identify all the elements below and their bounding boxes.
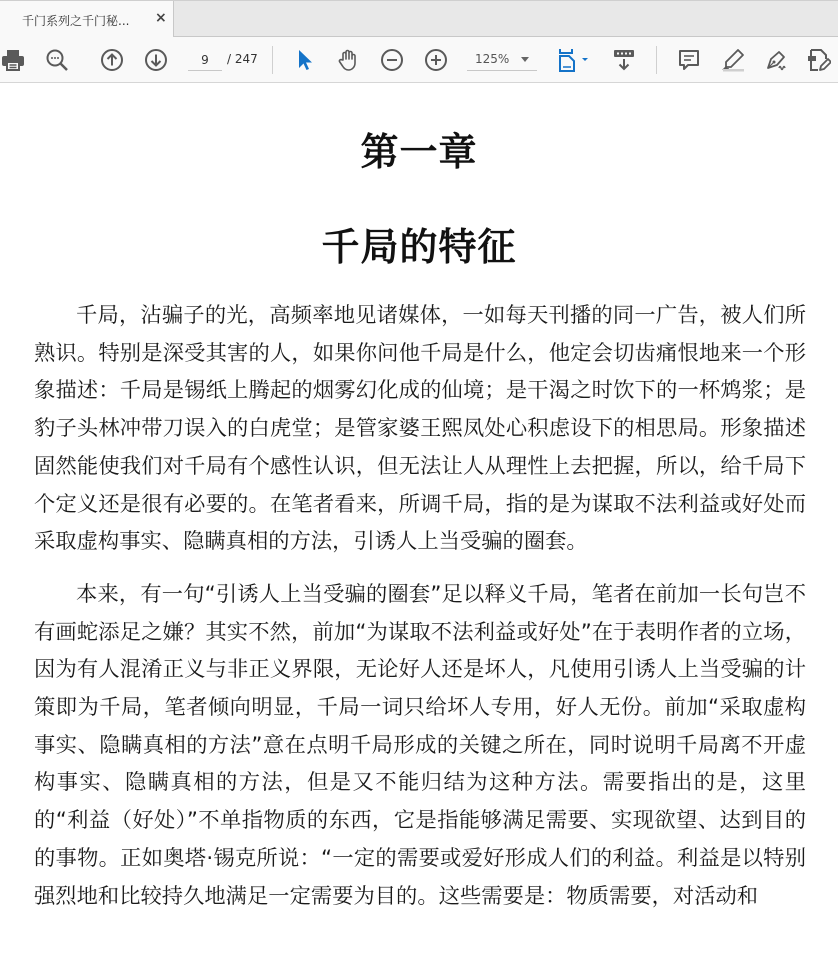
scroll-mode-icon [612,48,636,72]
chapter-title: 千局的特征 [321,225,517,269]
tab-bar [0,0,838,37]
highlight-button[interactable] [720,47,746,73]
marquee-zoom-button[interactable] [44,47,70,73]
zoom-level-value: 125% [475,52,510,66]
document-tab[interactable] [0,2,173,38]
comment-button[interactable] [676,47,702,73]
scrolling-mode-button[interactable] [611,47,637,73]
fit-page-icon [556,48,588,72]
zoom-out-button[interactable] [379,47,405,73]
toolbar-divider [272,46,273,74]
document-page [0,84,838,979]
tab-bar-empty-area [173,1,838,37]
chapter-heading: 第一章 [360,130,478,174]
zoom-level-dropdown[interactable] [467,49,537,71]
previous-page-button[interactable] [99,47,125,73]
zoom-search-icon [45,48,69,72]
fill-sign-button[interactable] [806,47,832,73]
fit-page-button[interactable] [554,47,590,73]
plus-circle-icon [424,48,448,72]
page-number-input[interactable] [188,49,222,71]
select-tool-button[interactable] [292,47,318,73]
sign-button[interactable] [763,47,789,73]
sign-pen-icon [764,48,788,72]
minus-circle-icon [380,48,404,72]
arrow-up-circle-icon [100,48,124,72]
paragraph: 本来，有一句“引诱人上当受骗的圈套”足以释义千局，笔者在前加一长句岂不有画蛇添足之嫌？其实不然，前加“为谋取不法利益或好处”在于表明作者的立场，因为有人混淆正义与非正义界限，无论好人还是坏人，凡使用引诱人上当受骗的计策即为千局，笔者倾向明显，千局一词只给坏人专用，好人无份。前加“采取虚构事实、隐瞒真相的方法”意在点明千局形成的关键之所在，同时说明千局离不开虚构事实、隐瞒真相的方法，但是又不能归结为这种方法。需要指出的是，这里的“利益（好处）”不单指物质的东西，它是指能够满足需要、实现欲望、达到目的的事物。正如奥塔·锡克所说：“一定的需要或爱好形成人们的利益。利益是以特别强烈地和比较持久地满足一定需要为目的。这些需要是：物质需要，对活动和 [34,581,806,909]
toolbar-divider [656,46,657,74]
paragraph: 千局，沾骗子的光，高频率地见诸媒体，一如每天刊播的同一广告，被人们所熟识。特别是深受其害的人，如果你问他千局是什么，他定会切齿痛恨地来一个形象描述：千局是锡纸上腾起的烟雾幻化成的仙境；是干渴之时饮下的一杯鸩浆；是豹子头林冲带刀误入的白虎堂；是管家婆王熙凤处心积虑设下的相思局。形象描述固然能使我们对千局有个感性认识，但无法让人从理性上去把握，所以，给千局下个定义还是很有必要的。在笔者看来，所调千局，指的是为谋取不法利益或好处而采取虚构事实、隐瞒真相的方法，引诱人上当受骗的圈套。 [34,303,806,555]
page-total: / 247 [227,52,258,66]
chevron-down-icon [521,57,529,62]
fill-sign-icon [807,48,831,72]
cursor-arrow-icon [293,48,317,72]
zoom-in-button[interactable] [423,47,449,73]
arrow-down-circle-icon [144,48,168,72]
hand-icon [336,48,360,72]
print-button[interactable] [0,47,26,73]
print-icon [1,48,25,72]
hand-tool-button[interactable] [335,47,361,73]
next-page-button[interactable] [143,47,169,73]
toolbar [0,37,838,83]
comment-icon [677,48,701,72]
highlight-pen-icon [721,48,745,72]
document-body [34,297,806,915]
tab-title: 千门系列之千门秘... [22,14,130,28]
close-tab-icon[interactable]: × [155,10,167,26]
